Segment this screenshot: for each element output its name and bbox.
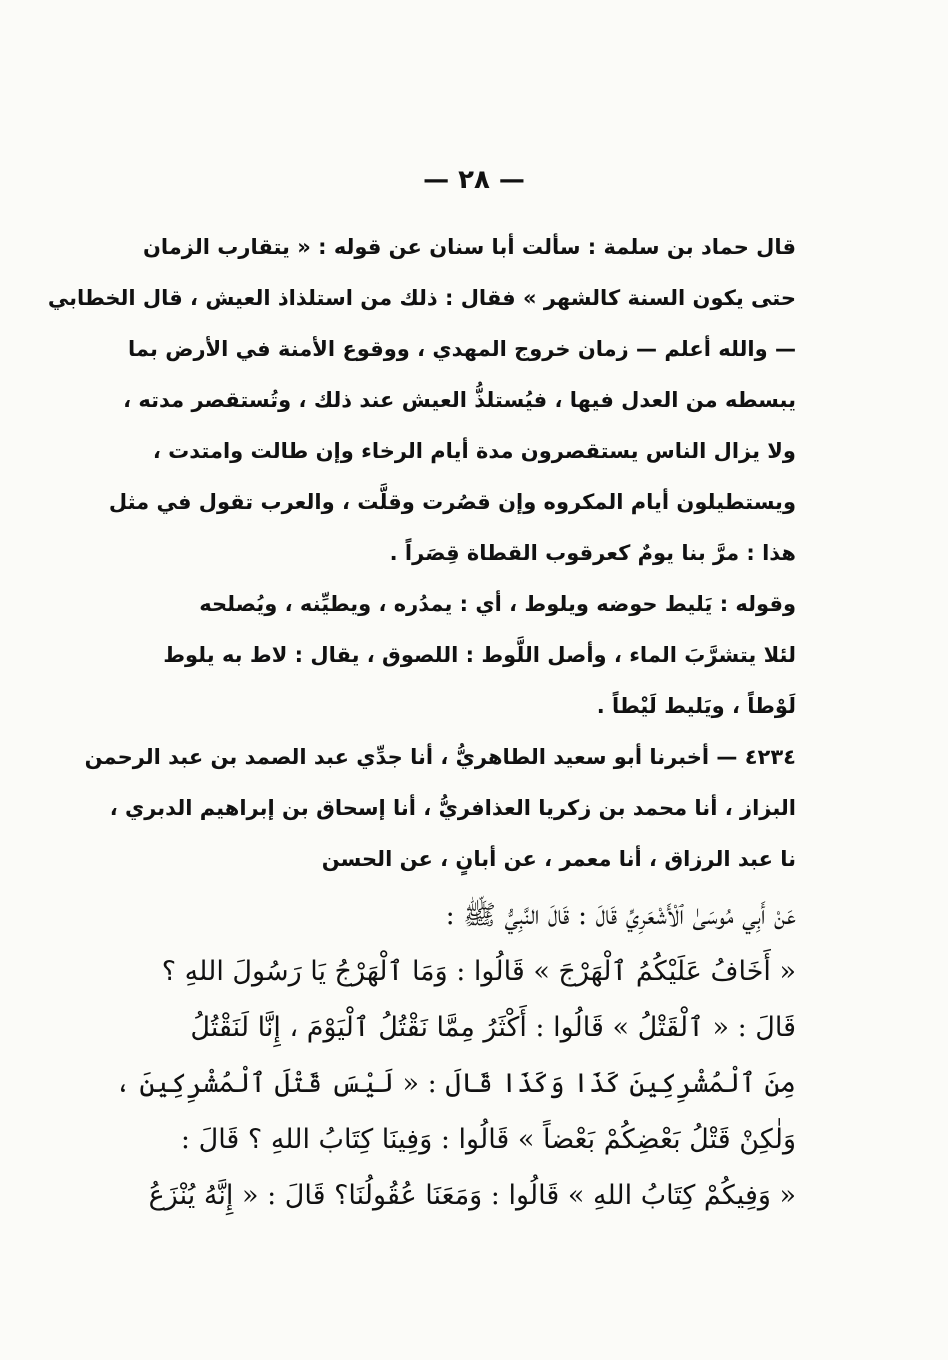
hadith-line: « وَفِيكُمْ كِتَابُ اللهِ » قَالُوا : وَمَعَنَا عُقُولُنَا؟ قَالَ : « إِنَّهُ يُنْزَعُ — [148, 1180, 796, 1211]
page-number: — ٢٨ — — [423, 165, 525, 195]
commentary-line: ولا يزال الناس يستقصرون مدة أيام الرخاء وإن طالت وامتدت ، — [152, 439, 796, 463]
isnad-line: ٤٢٣٤ — أخبرنا أبو سعيد الطاهريُّ ، أنا جدِّي عبد الصمد بن عبد الرحمن — [84, 745, 796, 769]
hadith-line: قَالَ : « ٱلْقَتْلُ » قَالُوا : أَكْثَرُ مِمَّا نَقْتُلُ ٱلْيَوْمَ ، إِنَّا لَنَقْتُلُ — [190, 1012, 796, 1043]
hadith-line: وَلٰكِنْ قَتْلُ بَعْضِكُمْ بَعْضاً » قَالُوا : وَفِينَا كِتَابُ اللهِ ؟ قَالَ : — [180, 1124, 796, 1155]
hadith-line: مِنَ ٱلْمُشْرِكِينَ كَذَا وَكَذَا قَالَ : « لَيْسَ قَتْلَ ٱلْمُشْرِكِينَ ، — [115, 1068, 796, 1099]
commentary-block — [47, 222, 796, 885]
commentary-line: ويستطيلون أيام المكروه وإن قصُرت وقلَّت ، والعرب تقول في مثل — [108, 490, 796, 514]
note-line: لَوْطاً ، ويَليط لَيْطاً . — [596, 694, 796, 718]
isnad-line: نا عبد الرزاق ، أنا معمر ، عن أبانٍ ، عن الحسن — [321, 847, 796, 871]
commentary-line: هذا : مرَّ بنا يومٌ كعرقوب القطاة قِصَراً . — [389, 541, 796, 565]
commentary-line: — والله أعلم — زمان خروج المهدي ، ووقوع الأمنة في الأرض بما — [128, 337, 796, 361]
commentary-line: حتى يكون السنة كالشهر » فقال : ذلك من استلذاذ العيش ، قال الخطابي — [47, 286, 796, 310]
hadith-line: « أَخَافُ عَلَيْكُمُ ٱلْهَرْجَ » قَالُوا : وَمَا ٱلْهَرْجُ يَا رَسُولَ اللهِ ؟ — [161, 956, 796, 987]
hadith-line: عَنْ أَبِي مُوسَىٰ ٱلْأَشْعَرِيِّ قَالَ : قَالَ النَّبِيُّ ﷺ : — [445, 900, 796, 931]
note-line: لئلا يتشرَّبَ الماء ، وأصل اللَّوط : اللصوق ، يقال : لاط به يلوط — [163, 643, 796, 667]
isnad-line: البزاز ، أنا محمد بن زكريا العذافريُّ ، أنا إسحاق بن إبراهيم الدبري ، — [109, 796, 796, 820]
commentary-line: قال حماد بن سلمة : سألت أبا سنان عن قوله : « يتقارب الزمان — [143, 235, 796, 259]
commentary-line: يبسطه من العدل فيها ، فيُستلذُّ العيش عند ذلك ، وتُستقصر مدته ، — [123, 388, 796, 412]
note-line: وقوله : يَليط حوضه ويلوط ، أي : يمدُره ، ويطيِّنه ، ويُصلحه — [199, 592, 796, 616]
hadith-block — [115, 888, 796, 1224]
